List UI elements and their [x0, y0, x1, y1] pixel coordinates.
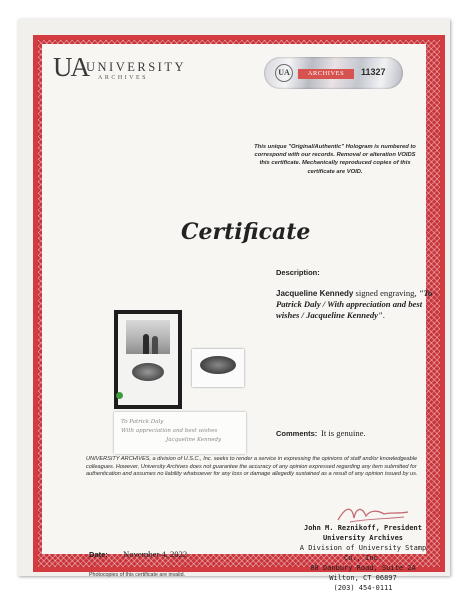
description-signed: signed engraving, [353, 288, 419, 298]
hologram-ua-seal-icon: UA [275, 64, 293, 82]
description-inscription: "To - Patrick Daly / With appreciation and best wishes / Jacqueline Kennedy" [276, 288, 438, 320]
logo-archives-text: ARCHIVES [98, 75, 149, 81]
framed-engraving-image [132, 363, 164, 381]
photograph-image [126, 320, 170, 354]
ua-logo-mark: UA [53, 52, 88, 82]
signer-address-2: Wilton, CT 06897 [329, 574, 397, 582]
note-line-3: Jacqueline Kennedy [166, 437, 222, 443]
frame-mat [118, 314, 178, 405]
note-line-2: With appreciation and best wishes [121, 428, 218, 434]
hologram-number: 11327 [361, 67, 386, 77]
framed-item-photo [114, 310, 182, 409]
hologram-archives-band: ARCHIVES [298, 69, 354, 79]
description-text [276, 288, 444, 320]
photocopy-note: Photocopies of this certificate are invalid. [89, 572, 185, 578]
disclaimer-text: UNIVERSITY ARCHIVES, a division of U.S.C., Inc. seeks to render a service in expressing the opinions of staff and/or knowledgeable colleagues. However, University Archives does not guarantee the accuracy of any opinion expressed regarding any item submitted for authentication and assumes no liability whatsoever for any loss or damage allegedly sustained as a result of any opinion issued by us. [86, 456, 418, 478]
engraving-card-image [192, 349, 244, 387]
hologram-note: This unique "Original/Authentic" Hologram is numbered to correspond with our records. Removal or alteration VOIDS this certificate. Mechanically reproduced copies of this certificate are VOID. [254, 144, 416, 175]
signer-org: University Archives [322, 534, 404, 542]
date-value: November 4, 2022 [123, 549, 188, 559]
hologram-sticker [264, 57, 403, 89]
certificate-title: Certificate [181, 219, 311, 245]
signer-name: John M. Reznikoff, President [303, 524, 422, 532]
signer-address-1: 88 Danbury Road, Suite 2A [310, 564, 416, 572]
green-sticker-icon [116, 392, 123, 399]
certificate-paper [18, 19, 450, 592]
certificate-body [42, 44, 438, 592]
signer-division: A Division of University Stamp Co., Inc. [299, 544, 427, 562]
description-label: Description: [276, 268, 320, 277]
description-name: Jacqueline Kennedy [276, 289, 354, 298]
logo-university-text: UNIVERSITY [86, 60, 186, 74]
comments-label: Comments: [276, 429, 318, 438]
comments-value: It is genuine. [321, 428, 366, 438]
handwritten-note-image [114, 412, 246, 454]
note-line-1: To Patrick Daly [121, 419, 164, 425]
engraving-detail-image [200, 356, 236, 374]
signature-block [294, 523, 432, 593]
description-end: . [382, 309, 385, 320]
figure-2 [152, 336, 158, 354]
signer-phone: (203) 454-0111 [333, 584, 393, 592]
figure-1 [143, 334, 149, 354]
date-label: Date: [89, 550, 108, 559]
